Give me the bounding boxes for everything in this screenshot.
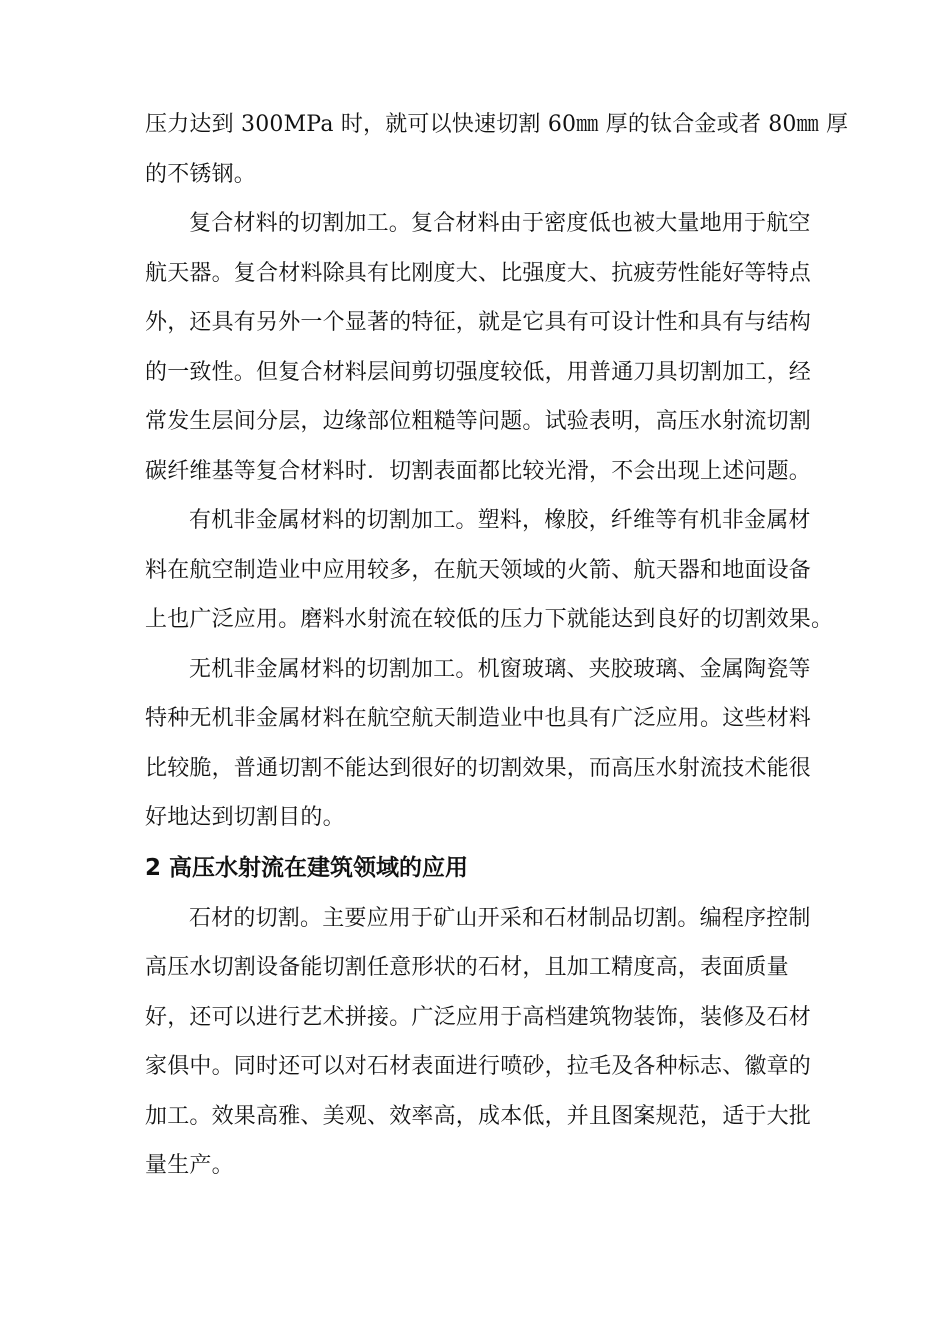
- text-line: 好，还可以进行艺术拼接。广泛应用于高档建筑物装饰，装修及石材: [145, 1004, 812, 1030]
- text-line: 无机非金属材料的切割加工。机窗玻璃、夹胶玻璃、金属陶瓷等: [189, 656, 811, 682]
- paragraph-stone-cutting: [145, 894, 825, 1191]
- text-line: 外，还具有另外一个显著的特征，就是它具有可设计性和具有与结构: [145, 310, 812, 335]
- text-line: 特种无机非金属材料在航空航天制造业中也具有广泛应用。这些材料: [145, 706, 812, 731]
- text-line: 碳纤维基等复合材料时．切割表面都比较光滑，不会出现上述问题。: [145, 458, 812, 484]
- text-line: 上也广泛应用。磨料水射流在较低的压力下就能达到良好的切割效果。: [145, 607, 834, 632]
- text-line: 的不锈钢。: [145, 161, 257, 187]
- text-line: 常发生层间分层，边缘部位粗糙等问题。试验表明，高压水射流切割: [145, 409, 812, 434]
- text-line: 比较脆，普通切割不能达到很好的切割效果，而高压水射流技术能很: [145, 755, 812, 781]
- text-line: 好地达到切割目的。: [145, 805, 345, 830]
- text-line: 的一致性。但复合材料层间剪切强度较低，用普通刀具切割加工，经: [145, 359, 812, 385]
- paragraph-organic-nonmetal: [145, 496, 834, 645]
- text-line: 高压水切割设备能切割任意形状的石材，且加工精度高，表面质量: [145, 955, 789, 980]
- text-line: 压力达到 300MPa 时，就可以快速切割 60㎜ 厚的钛合金或者 80㎜ 厚: [145, 112, 849, 137]
- text-line: 复合材料的切割加工。复合材料由于密度低也被大量地用于航空: [189, 211, 811, 236]
- paragraph-inorganic-nonmetal: [145, 645, 825, 843]
- text-line: 料在航空制造业中应用较多，在航天领域的火箭、航天器和地面设备: [145, 557, 812, 583]
- text-line: 加工。效果高雅、美观、效率高，成本低，并且图案规范，适于大批: [145, 1103, 812, 1129]
- text-line: 石材的切割。主要应用于矿山开采和石材制品切割。编程序控制: [189, 905, 811, 931]
- paragraph-composite-materials: [145, 199, 825, 496]
- section-heading: 2 高压水射流在建筑领域的应用: [145, 854, 469, 881]
- text-line: 有机非金属材料的切割加工。塑料，橡胶，纤维等有机非金属材: [189, 508, 811, 533]
- paragraph-cutting-pressure: [145, 100, 849, 199]
- text-line: 家俱中。同时还可以对石材表面进行喷砂，拉毛及各种标志、徽章的: [145, 1054, 812, 1079]
- text-line: 量生产。: [145, 1153, 234, 1178]
- document-page: [145, 100, 849, 1191]
- text-line: 航天器。复合材料除具有比刚度大、比强度大、抗疲劳性能好等特点: [145, 260, 812, 286]
